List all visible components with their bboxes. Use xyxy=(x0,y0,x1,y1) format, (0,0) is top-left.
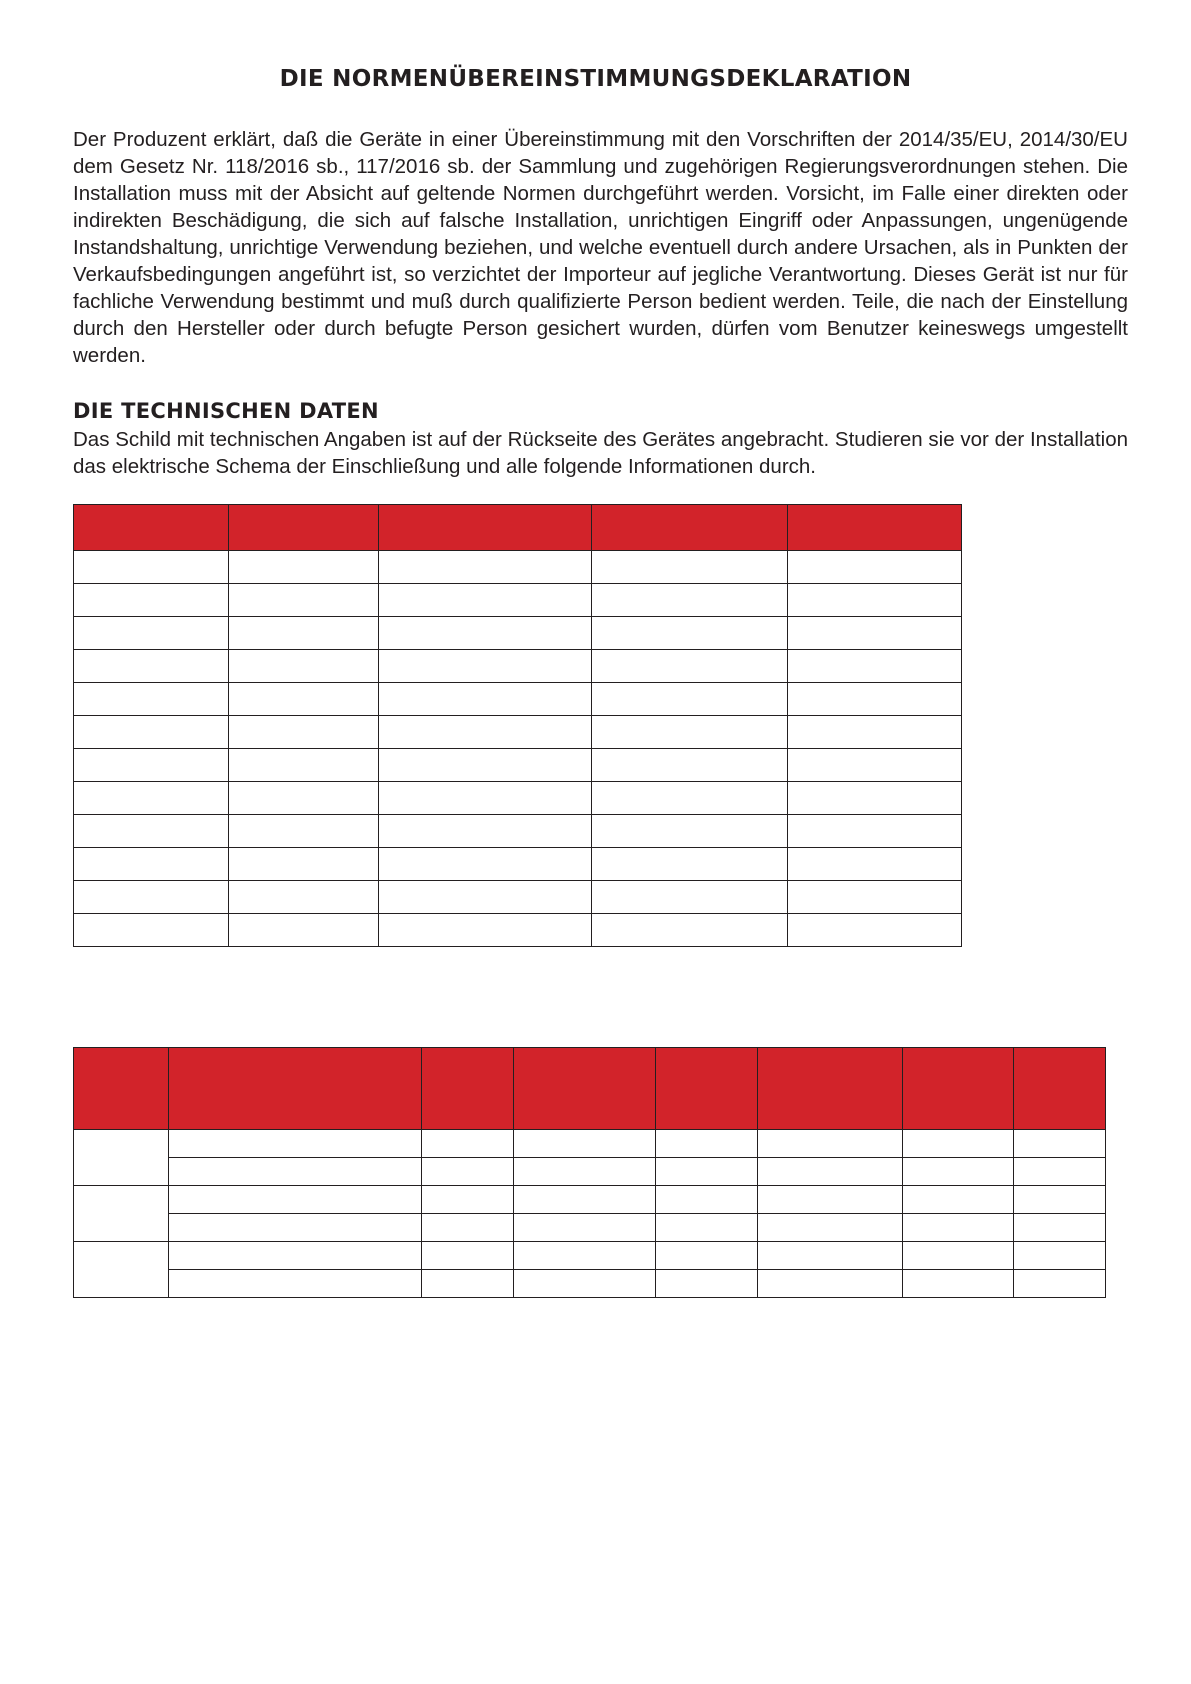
table-cell xyxy=(422,1158,514,1186)
table-header-cell xyxy=(758,1048,903,1130)
table-cell xyxy=(229,650,379,683)
table-cell xyxy=(788,584,962,617)
table-cell xyxy=(74,881,229,914)
table-cell xyxy=(903,1270,1014,1298)
table-cell xyxy=(229,617,379,650)
table-cell xyxy=(422,1186,514,1214)
table-cell xyxy=(1014,1270,1106,1298)
declaration-text: Der Produzent erklärt, daß die Geräte in einer Übereinstimmung mit den Vorschriften der 2014/35/EU, 2014/30/EU dem Gesetz Nr. 118/2016 sb., 117/2016 sb. der Sammlung und zugehörigen Regierungsverordnungen stehen. Die Installation muss mit der Absicht auf geltende Normen durchgeführt werden. Vorsicht, im Falle einer direkten oder indirekten Beschädigung, die sich auf falsche Installation, unrichtigen Eingriff oder Anpassungen, ungenügende Instandshaltung, unrichtige Verwendung beziehen, und welche eventuell durch andere Ursachen, als in Punkten der Verkaufsbedingungen angeführt ist, so verzichtet der Importeur auf jegliche Verantwortung. Dieses Gerät ist nur für fachliche Verwendung bestimmt und muß durch qualifizierte Person bedient werden. Teile, die nach der Einstellung durch den Hersteller oder durch befugte Person gesichert wurden, dürfen vom Benutzer keineswegs umgestellt werden. xyxy=(73,128,1128,367)
table-cell xyxy=(592,914,788,947)
table-header-cell xyxy=(903,1048,1014,1130)
table-row xyxy=(74,1270,1106,1298)
table-cell xyxy=(758,1214,903,1242)
table-cell xyxy=(788,617,962,650)
table-cell xyxy=(169,1186,422,1214)
table-row xyxy=(74,716,962,749)
table-cell xyxy=(592,815,788,848)
table-cell xyxy=(379,782,592,815)
table-cell xyxy=(229,881,379,914)
table-cell xyxy=(74,716,229,749)
table-cell xyxy=(514,1186,656,1214)
page-title: DIE NORMENÜBEREINSTIMMUNGSDEKLARATION xyxy=(279,66,912,92)
table-cell xyxy=(788,716,962,749)
table-header-cell xyxy=(74,505,229,551)
table-cell xyxy=(514,1214,656,1242)
technical-data-table xyxy=(73,504,962,947)
table-header-cell xyxy=(169,1048,422,1130)
table-cell xyxy=(169,1270,422,1298)
table-cell xyxy=(74,749,229,782)
table-cell xyxy=(169,1130,422,1158)
table-cell xyxy=(74,782,229,815)
table-cell xyxy=(758,1158,903,1186)
table-row xyxy=(74,782,962,815)
table-cell xyxy=(379,848,592,881)
table-header-cell xyxy=(74,1048,169,1130)
table-header-cell xyxy=(514,1048,656,1130)
table-cell xyxy=(592,716,788,749)
table-header-cell xyxy=(229,505,379,551)
table-cell xyxy=(788,881,962,914)
table-cell xyxy=(229,848,379,881)
table-cell xyxy=(229,584,379,617)
technical-data-text: Das Schild mit technischen Angaben ist auf der Rückseite des Gerätes angebracht. Studieren sie vor der Installation das elektrische Schema der Einschließung und alle folgende Informationen durch. xyxy=(73,428,1128,478)
table-cell xyxy=(1014,1158,1106,1186)
table-cell xyxy=(656,1130,758,1158)
table-cell xyxy=(758,1270,903,1298)
table-cell xyxy=(74,584,229,617)
table-cell xyxy=(903,1214,1014,1242)
table-cell xyxy=(514,1242,656,1270)
table-cell xyxy=(74,848,229,881)
table-header-row xyxy=(74,1048,1106,1130)
table-cell xyxy=(758,1242,903,1270)
table-cell xyxy=(169,1214,422,1242)
table-cell xyxy=(379,749,592,782)
table-row xyxy=(74,650,962,683)
table-row xyxy=(74,1214,1106,1242)
table-cell xyxy=(74,683,229,716)
table-cell xyxy=(903,1158,1014,1186)
table-header-cell xyxy=(1014,1048,1106,1130)
table-cell xyxy=(656,1214,758,1242)
table-row xyxy=(74,551,962,584)
table-cell xyxy=(422,1130,514,1158)
table-row xyxy=(74,848,962,881)
table-cell xyxy=(788,551,962,584)
table-cell xyxy=(422,1214,514,1242)
group-label-cell xyxy=(74,1242,169,1298)
table-cell xyxy=(788,650,962,683)
table-row xyxy=(74,815,962,848)
table-row xyxy=(74,914,962,947)
table-cell xyxy=(514,1130,656,1158)
table-cell xyxy=(1014,1242,1106,1270)
table-cell xyxy=(903,1186,1014,1214)
table-cell xyxy=(379,650,592,683)
technical-data-heading: DIE TECHNISCHEN DATEN xyxy=(73,399,379,423)
table-cell xyxy=(169,1242,422,1270)
table-cell xyxy=(74,650,229,683)
table-header-cell xyxy=(422,1048,514,1130)
table-cell xyxy=(1014,1130,1106,1158)
table-header-cell xyxy=(788,505,962,551)
table-cell xyxy=(229,782,379,815)
table-cell xyxy=(514,1158,656,1186)
table-cell xyxy=(788,815,962,848)
table-cell xyxy=(229,683,379,716)
table-cell xyxy=(379,716,592,749)
table-cell xyxy=(656,1158,758,1186)
table-header-cell xyxy=(592,505,788,551)
table-cell xyxy=(788,914,962,947)
table-row xyxy=(74,683,962,716)
table-header-cell xyxy=(656,1048,758,1130)
table-cell xyxy=(788,683,962,716)
table-header-row xyxy=(74,505,962,551)
table-row xyxy=(74,1130,1106,1158)
table-cell xyxy=(379,914,592,947)
table-cell xyxy=(229,815,379,848)
table-cell xyxy=(379,881,592,914)
table-cell xyxy=(592,617,788,650)
table-cell xyxy=(592,551,788,584)
table-row xyxy=(74,749,962,782)
table-cell xyxy=(788,848,962,881)
table-cell xyxy=(379,815,592,848)
table-row xyxy=(74,881,962,914)
table-cell xyxy=(788,782,962,815)
table-cell xyxy=(379,683,592,716)
connection-table xyxy=(73,1047,1106,1298)
table-cell xyxy=(229,914,379,947)
table-cell xyxy=(379,617,592,650)
table-cell xyxy=(758,1186,903,1214)
table-cell xyxy=(592,683,788,716)
table-cell xyxy=(592,782,788,815)
table-cell xyxy=(656,1186,758,1214)
table-cell xyxy=(656,1270,758,1298)
table-cell xyxy=(1014,1186,1106,1214)
table-cell xyxy=(788,749,962,782)
group-label-cell xyxy=(74,1186,169,1242)
table-row xyxy=(74,1186,1106,1214)
table-cell xyxy=(229,716,379,749)
table-cell xyxy=(903,1242,1014,1270)
table-cell xyxy=(379,584,592,617)
table-cell xyxy=(74,914,229,947)
table-cell xyxy=(903,1130,1014,1158)
table-cell xyxy=(74,617,229,650)
table-cell xyxy=(422,1270,514,1298)
table-cell xyxy=(169,1158,422,1186)
table-cell xyxy=(379,551,592,584)
table-cell xyxy=(74,815,229,848)
table-cell xyxy=(592,848,788,881)
table-header-cell xyxy=(379,505,592,551)
table-cell xyxy=(758,1130,903,1158)
table-cell xyxy=(229,749,379,782)
table-cell xyxy=(592,749,788,782)
table-row xyxy=(74,1242,1106,1270)
table-cell xyxy=(656,1242,758,1270)
table-row xyxy=(74,1158,1106,1186)
table-row xyxy=(74,584,962,617)
table-cell xyxy=(592,584,788,617)
table-row xyxy=(74,617,962,650)
table-cell xyxy=(592,881,788,914)
group-label-cell xyxy=(74,1130,169,1186)
table-cell xyxy=(592,650,788,683)
table-cell xyxy=(74,551,229,584)
table-cell xyxy=(422,1242,514,1270)
table-cell xyxy=(514,1270,656,1298)
table-cell xyxy=(229,551,379,584)
table-cell xyxy=(1014,1214,1106,1242)
